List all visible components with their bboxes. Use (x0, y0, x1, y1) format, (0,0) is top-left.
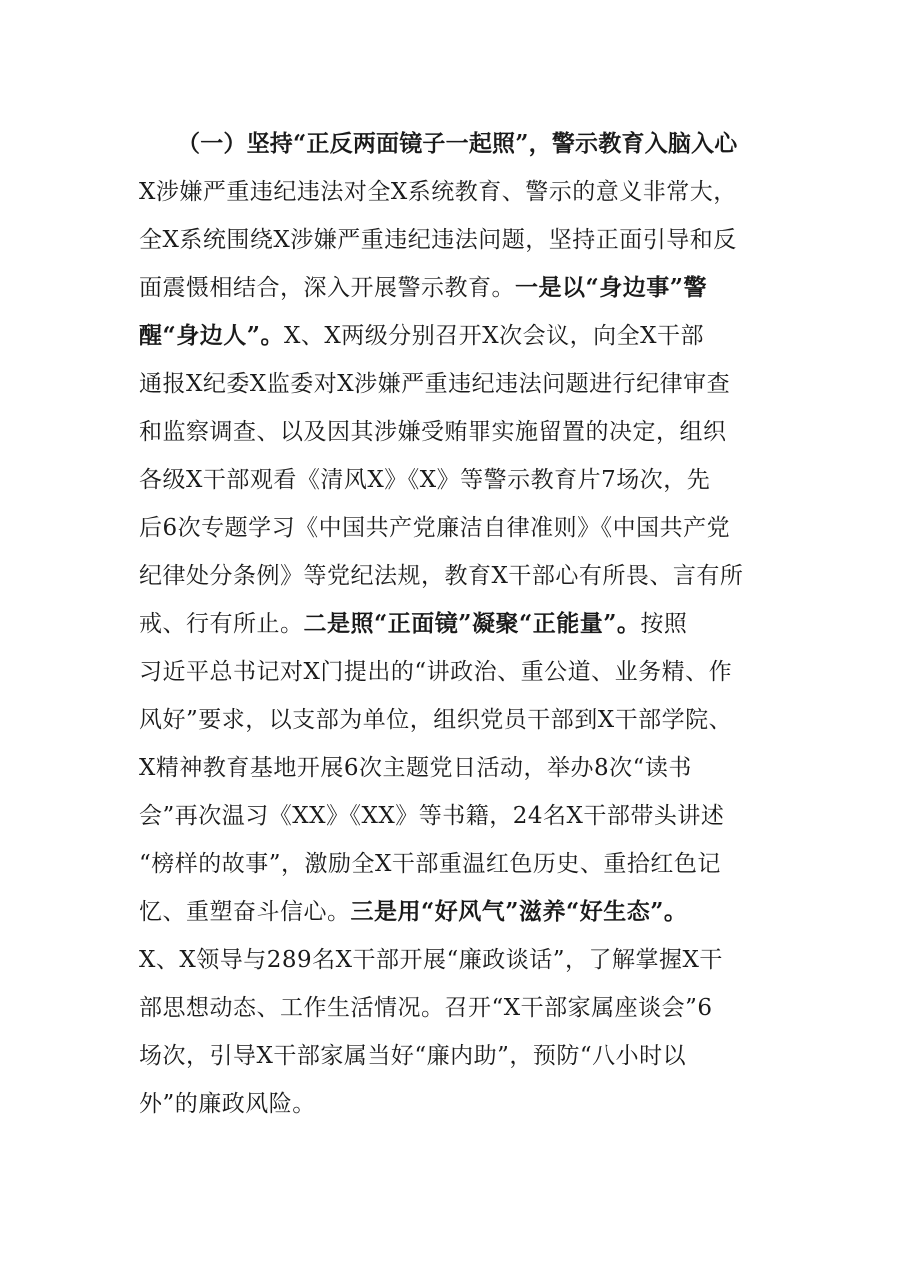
text-run: 会”再次温习《XX》《XX》等书籍，24名X干部带头讲述 (139, 803, 725, 829)
paragraph-line (139, 984, 779, 1032)
paragraph-line (139, 312, 779, 360)
paragraph-line (139, 792, 779, 840)
paragraph-line (139, 552, 779, 600)
paragraph-line (139, 504, 779, 552)
paragraph-line (139, 264, 779, 312)
paragraph-line (139, 888, 779, 936)
text-run: 部思想动态、工作生活情况。召开“X干部家属座谈会”6 (139, 995, 713, 1021)
paragraph-line (139, 936, 779, 984)
paragraph-line (139, 216, 779, 264)
text-run: 忆、重塑奋斗信心。 (139, 899, 351, 925)
bold-text-run: 醒“身边人”。 (139, 322, 284, 349)
text-run: 后6次专题学习《中国共产党廉洁自律准则》《中国共产党 (139, 515, 731, 541)
text-run: X、X两级分别召开X次会议，向全X干部 (283, 323, 704, 349)
bold-text-run: 三是用“好风气”滋养“好生态”。 (350, 898, 688, 925)
text-run: 全X系统围绕X涉嫌严重违纪违法问题，坚持正面引导和反 (139, 227, 737, 253)
text-run: X涉嫌严重违纪违法对全X系统教育、警示的意义非常大， (139, 179, 737, 205)
bold-text-run: 一是以“身边事”警 (515, 274, 707, 301)
text-run: 风好”要求，以支部为单位，组织党员干部到X干部学院、 (139, 707, 733, 733)
paragraph-line (139, 696, 779, 744)
text-run: 纪律处分条例》等党纪法规，教育X干部心有所畏、言有所 (139, 563, 744, 589)
paragraph-line (139, 840, 779, 888)
text-run: X精神教育基地开展6次主题党日活动，举办8次“读书 (139, 755, 692, 781)
text-run: 外”的廉政风险。 (139, 1091, 316, 1117)
document-body (139, 120, 779, 1128)
paragraph-line (139, 408, 779, 456)
text-run: 和监察调查、以及因其涉嫌受贿罪实施留置的决定，组织 (139, 419, 727, 445)
paragraph-line (139, 648, 779, 696)
paragraph-line (139, 456, 779, 504)
paragraph-line (139, 168, 779, 216)
paragraph-line (139, 744, 779, 792)
bold-text-run: 二是照“正面镜”凝聚“正能量”。 (303, 610, 641, 637)
text-run: “榜样的故事”，激励全X干部重温红色历史、重拾红色记 (139, 851, 721, 877)
text-run: X、X领导与289名X干部开展“廉政谈话”，了解掌握X干 (139, 947, 723, 973)
paragraph-line (139, 1032, 779, 1080)
text-run: 戒、行有所止。 (139, 611, 304, 637)
text-run: 各级X干部观看《清风X》《X》等警示教育片7场次，先 (139, 467, 711, 493)
text-run: 按照 (640, 611, 688, 637)
paragraph-line (139, 360, 779, 408)
text-run: 通报X纪委X监委对X涉嫌严重违纪违法问题进行纪律审查 (139, 371, 731, 397)
paragraph-line (139, 600, 779, 648)
text-run: 习近平总书记对X门提出的“讲政治、重公道、业务精、作 (139, 659, 733, 685)
text-run: 场次，引导X干部家属当好“廉内助”，预防“八小时以 (139, 1043, 687, 1069)
section-heading: （一）坚持“正反两面镜子一起照”，警示教育入脑入心 (177, 130, 738, 157)
paragraph-line (139, 1080, 779, 1128)
text-run: 面震慑相结合，深入开展警示教育。 (139, 275, 515, 301)
